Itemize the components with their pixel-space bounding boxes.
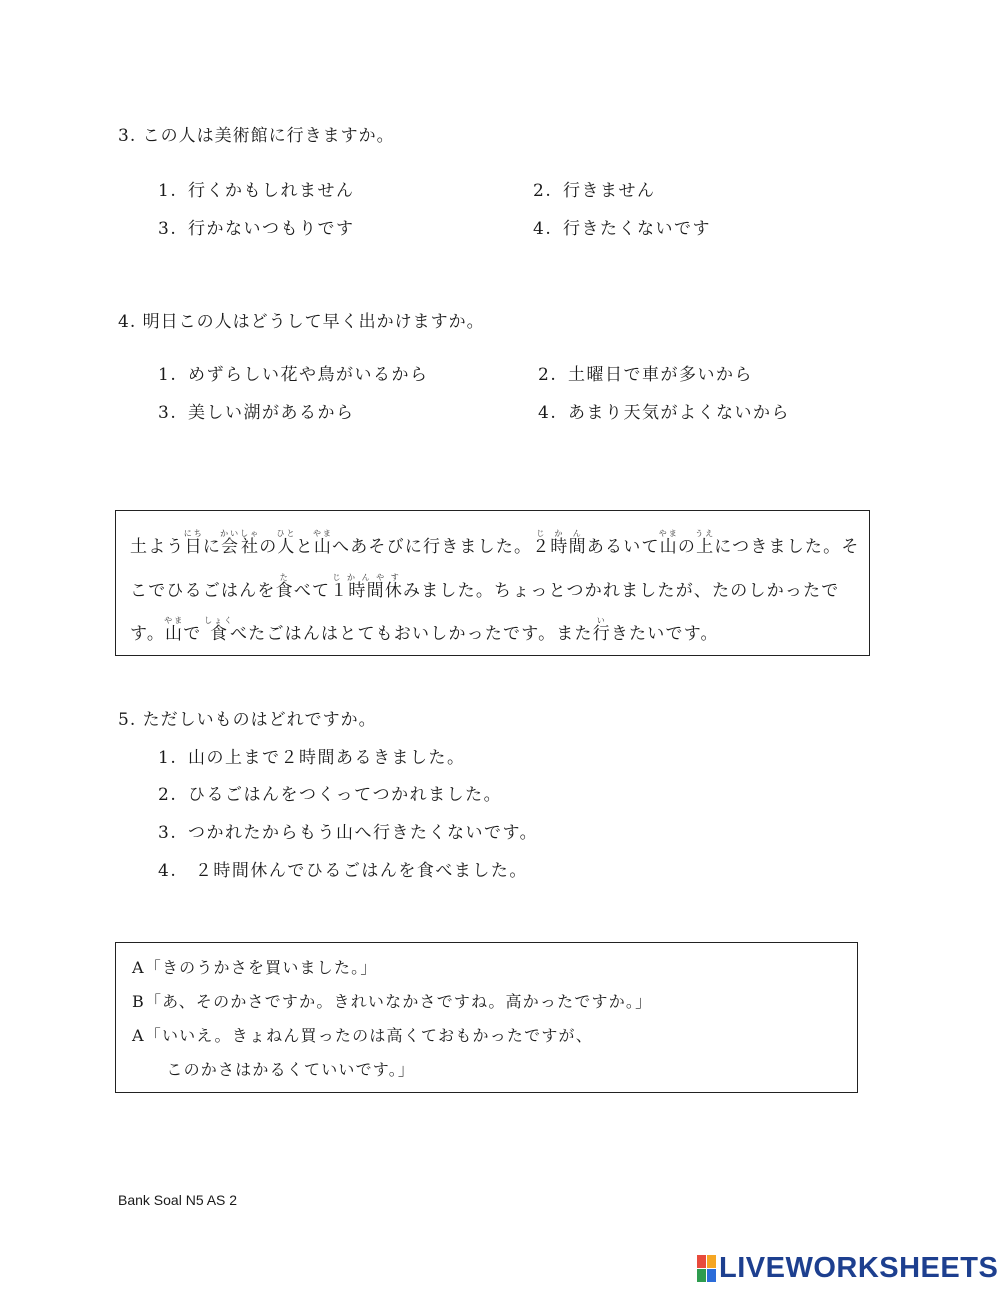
q3-option-3[interactable]: 3. 行かないつもりです [158,219,355,239]
question-5: 5. ただしいものはどれですか。 [118,710,377,730]
passage-line-1: 土よう日にちに会社かいしゃの人ひとと山やまへあそびに行きました。２時間じかんあるいて山やまの上うえにつきました。そ [130,529,860,557]
q3-option-4[interactable]: 4. 行きたくないです [533,219,711,239]
dialogue-line-1: A「きのうかさを買いました。」 [132,958,378,977]
dialogue-line-3: A「いいえ。きょねん買ったのは高くておもかったですが、 [132,1026,593,1045]
q3-option-2[interactable]: 2. 行きません [533,181,656,201]
q5-option-1[interactable]: 1. 山の上まで２時間あるきました。 [158,748,466,768]
q4-option-3[interactable]: 3. 美しい湖があるから [158,403,355,423]
q3-option-1[interactable]: 1. 行くかもしれません [158,181,355,201]
logo-block-3 [697,1269,706,1282]
reading-passage-box [115,510,870,656]
logo-block-1 [697,1255,706,1268]
question-4: 4. 明日この人はどうして早く出かけますか。 [118,312,485,332]
q4-option-2[interactable]: 2. 土曜日で車が多いから [538,365,753,385]
q5-option-3[interactable]: 3. つかれたからもう山へ行きたくないです。 [158,823,539,843]
dialogue-line-4: このかさはかるくていいです。」 [132,1060,416,1079]
dialogue-line-2: B「あ、そのかさですか。きれいなかさですね。高かったですか。」 [132,992,653,1011]
dialogue-box [115,942,858,1093]
passage-line-3: す。山やまで 食しょくべたごはんはとてもおいしかったです。また行いきたいです。 [130,616,719,644]
logo-block-4 [707,1269,716,1282]
logo-text: LIVEWORKSHEETS [719,1252,999,1284]
q4-option-1[interactable]: 1. めずらしい花や鳥がいるから [158,365,429,385]
liveworksheets-logo[interactable] [697,1252,998,1285]
logo-icon [697,1255,716,1282]
footer-label: Bank Soal N5 AS 2 [118,1192,238,1208]
passage-line-2: こでひるごはんを食たべて１時間休じかんやすみました。ちょっとつかれましたが、たのしかったで [130,573,840,601]
q5-option-4[interactable]: 4. ２時間休んでひるごはんを食べました。 [158,861,528,881]
logo-block-2 [707,1255,716,1268]
q4-option-4[interactable]: 4. あまり天気がよくないから [538,403,790,423]
q5-option-2[interactable]: 2. ひるごはんをつくってつかれました。 [158,785,503,805]
question-3: 3. この人は美術館に行きますか。 [118,126,395,146]
